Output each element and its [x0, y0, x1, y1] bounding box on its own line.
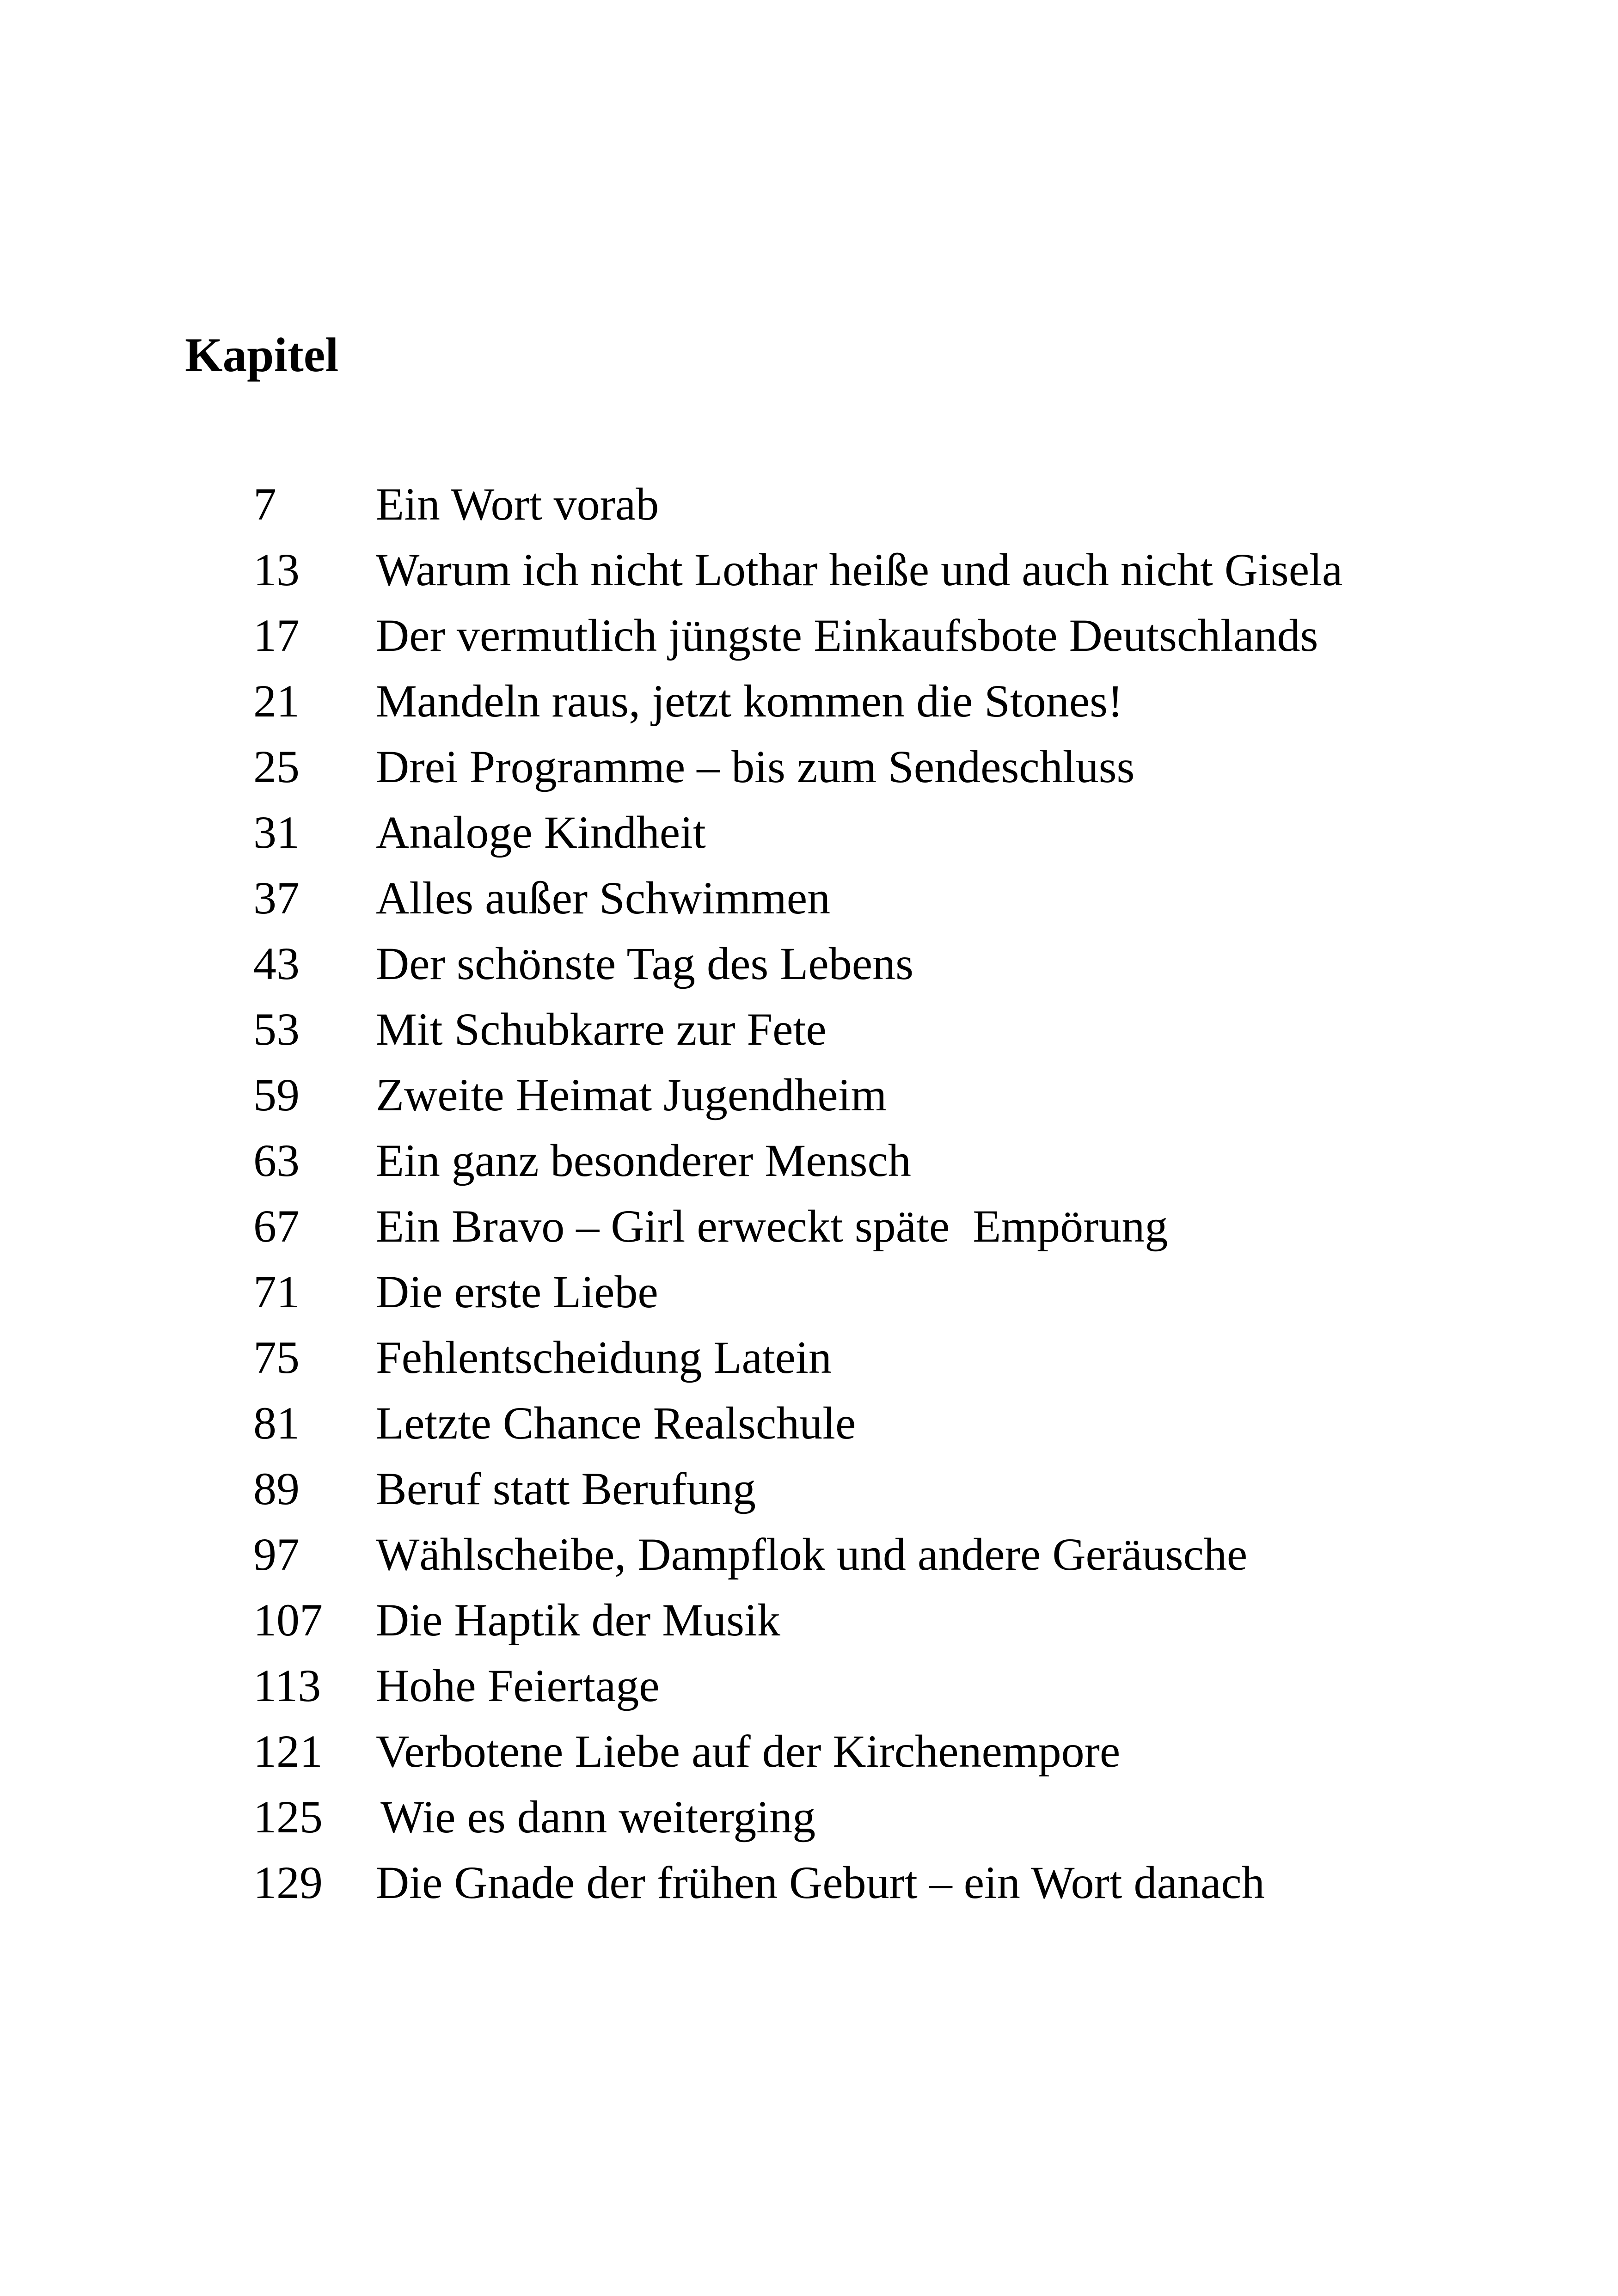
toc-entry — [253, 1653, 1594, 1719]
toc-entry — [253, 800, 1594, 865]
toc-entry — [253, 865, 1594, 931]
toc-page-number: 59 — [253, 1069, 300, 1120]
toc-page-number: 21 — [253, 675, 300, 727]
toc-chapter-title: Die Gnade der frühen Geburt – ein Wort danach — [376, 1857, 1265, 1908]
toc-entry — [253, 997, 1594, 1062]
toc-chapter-title: Hohe Feiertage — [376, 1660, 660, 1711]
toc-chapter-title: Wählscheibe, Dampflok und andere Geräusche — [376, 1529, 1248, 1580]
toc-entry — [253, 471, 1594, 537]
toc-page-number: 17 — [253, 610, 300, 661]
toc-entry — [253, 668, 1594, 734]
toc-chapter-title: Letzte Chance Realschule — [376, 1397, 856, 1449]
toc-page-number: 7 — [253, 478, 276, 530]
toc-entry — [253, 1325, 1594, 1390]
toc-chapter-title: Mit Schubkarre zur Fete — [376, 1004, 827, 1055]
toc-chapter-title: Warum ich nicht Lothar heiße und auch nicht Gisela — [376, 544, 1343, 595]
toc-page-number: 43 — [253, 938, 300, 989]
toc-chapter-title: Ein ganz besonderer Mensch — [376, 1135, 911, 1186]
toc-page-number: 25 — [253, 741, 300, 792]
toc-page-number: 31 — [253, 807, 300, 858]
toc-entry — [253, 1062, 1594, 1128]
toc-page-number: 63 — [253, 1135, 300, 1186]
toc-entry — [253, 1194, 1594, 1259]
toc-page-number: 121 — [253, 1726, 323, 1777]
toc-entry — [253, 1128, 1594, 1194]
toc-chapter-title: Die erste Liebe — [376, 1266, 658, 1317]
toc-entry — [253, 1456, 1594, 1522]
toc-page-number: 81 — [253, 1397, 300, 1449]
toc-page-number: 107 — [253, 1594, 323, 1646]
toc-chapter-title: Ein Wort vorab — [376, 478, 659, 530]
toc-chapter-title: Mandeln raus, jetzt kommen die Stones! — [376, 675, 1123, 727]
toc-chapter-title: Wie es dann weiterging — [380, 1791, 816, 1843]
toc-entry — [253, 1719, 1594, 1784]
toc-chapter-title: Verbotene Liebe auf der Kirchenempore — [376, 1726, 1121, 1777]
toc-entry — [253, 931, 1594, 997]
toc-page-number: 89 — [253, 1463, 300, 1514]
toc-entry — [253, 1850, 1594, 1916]
toc-entry — [253, 1784, 1594, 1850]
toc-chapter-title: Ein Bravo – Girl erweckt späte Empörung — [376, 1200, 1168, 1252]
toc-chapter-title: Beruf statt Berufung — [376, 1463, 756, 1514]
toc-entry — [253, 1390, 1594, 1456]
toc-page-number: 97 — [253, 1529, 300, 1580]
toc-entry — [253, 734, 1594, 800]
toc-chapter-title: Der vermutlich jüngste Einkaufsbote Deutschlands — [376, 610, 1318, 661]
toc-page-number: 53 — [253, 1004, 300, 1055]
toc-entry — [253, 1522, 1594, 1587]
toc-chapter-title: Die Haptik der Musik — [376, 1594, 780, 1646]
toc-entry — [253, 603, 1594, 668]
toc-chapter-title: Der schönste Tag des Lebens — [376, 938, 914, 989]
toc-page-number: 13 — [253, 544, 300, 595]
toc-entry — [253, 1259, 1594, 1325]
toc-chapter-title: Alles außer Schwimmen — [376, 872, 831, 924]
toc-page-number: 129 — [253, 1857, 323, 1908]
toc-chapter-title: Analoge Kindheit — [376, 807, 706, 858]
page-title: Kapitel — [185, 328, 339, 382]
toc-entry — [253, 1587, 1594, 1653]
toc-page-number: 67 — [253, 1200, 300, 1252]
toc-page-number: 37 — [253, 872, 300, 924]
toc-page-number: 75 — [253, 1332, 300, 1383]
toc-page-number: 113 — [253, 1660, 321, 1711]
table-of-contents — [253, 471, 1594, 1916]
toc-chapter-title: Drei Programme – bis zum Sendeschluss — [376, 741, 1135, 792]
toc-entry — [253, 537, 1594, 603]
toc-page-number: 71 — [253, 1266, 300, 1317]
toc-page-number: 125 — [253, 1791, 323, 1843]
toc-chapter-title: Fehlentscheidung Latein — [376, 1332, 832, 1383]
toc-chapter-title: Zweite Heimat Jugendheim — [376, 1069, 887, 1120]
